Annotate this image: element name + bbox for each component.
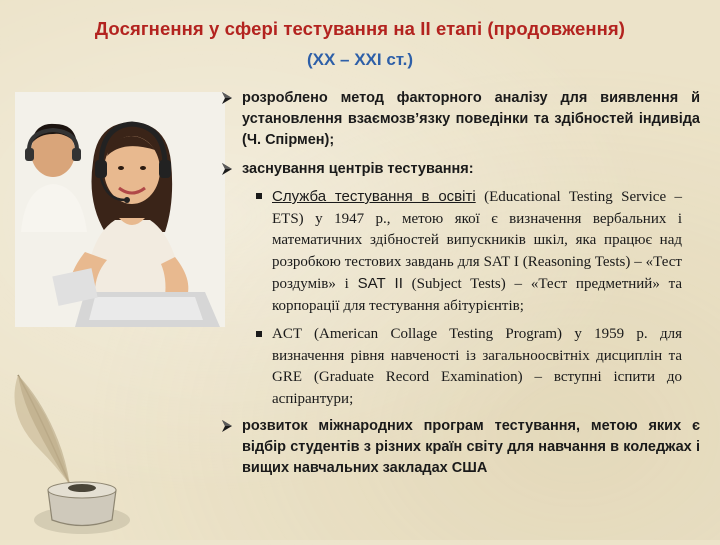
bullet-text: розвиток міжнародних програм тестування, метою яких є відбір студентів з різних країн світу для навчання в коледжах і вищих навчальних закладах США: [242, 418, 700, 476]
list-item: [220, 416, 700, 479]
sub-list-item: [220, 324, 700, 410]
bullet-text: розроблено метод факторного аналізу для виявлення й установлення взаємозв’язку поведінки та здібностей індивіда (Ч. Спірмен);: [242, 90, 700, 148]
bullet-list: [220, 88, 700, 479]
square-bullet-icon: [256, 331, 262, 337]
arrow-right-bullet-icon: [220, 162, 234, 176]
square-bullet-icon: [256, 193, 262, 199]
arrow-right-bullet-icon: [220, 91, 234, 105]
sat2-label: SAT II: [357, 275, 403, 292]
slide-title: Досягнення у сфері тестування на ІІ етапі (продовження): [94, 18, 626, 39]
ets-link-text: Служба тестування в освіті: [272, 188, 476, 205]
list-item: [220, 159, 700, 180]
ets-description-end: (Subject Tests) – «Тест предметний» та корпорації для тестування абітурієнтів;: [272, 276, 683, 314]
quill-inkwell-decoration: [0, 355, 140, 540]
arrow-right-bullet-icon: [220, 419, 234, 433]
bullet-text: заснування центрів тестування:: [242, 161, 474, 177]
sub-list-item: [220, 186, 700, 317]
list-item: [220, 88, 700, 151]
sub-bullet-text: ACT (American Collage Testing Program) у 1959 р. для визначення рівня навченості із загальноосвітніх дисциплін та GRE (Graduate Record Examination) – вступні іспити до аспірантури;: [272, 326, 682, 407]
slide-subtitle: (ХХ – ХХІ ст.): [306, 50, 414, 69]
sub-bullet-text: [272, 186, 682, 317]
ets-description: (Educational Testing Service – ETS) у 1947 р., метою якої є визначення вербальних і математичних здібностей випускників шкіл, яка працює над розробкою тестових завдань для SAT І (Reasoning Tests) – «Тест роздумів» і: [272, 189, 682, 292]
students-headset-photo: [15, 92, 225, 327]
